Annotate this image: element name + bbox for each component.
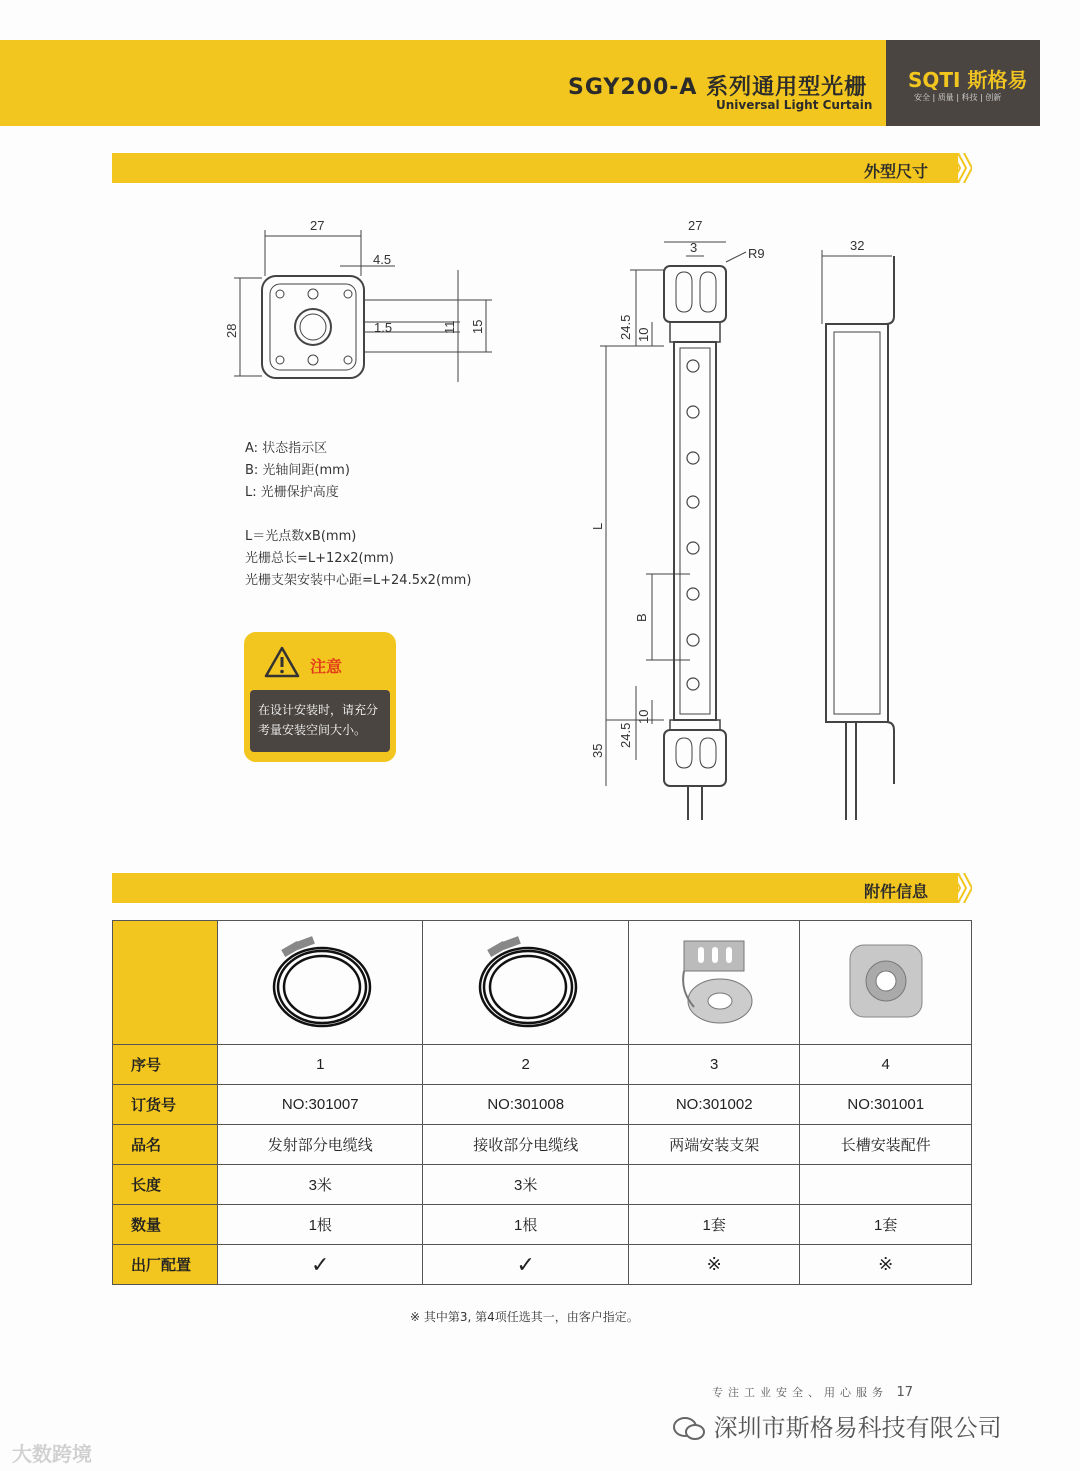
cable-image (423, 921, 628, 1045)
dim-top-height: 28 (224, 323, 239, 338)
warning-body (250, 690, 390, 752)
beam-dot (687, 360, 699, 372)
cell-config: ※ (800, 1245, 972, 1285)
logo-tagline: 安全 | 质量 | 科技 | 创新 (914, 93, 1002, 102)
footnote: ※ 其中第3, 第4项任选其一，由客户指定。 (410, 1310, 639, 1324)
cell-index: 4 (800, 1045, 972, 1085)
cell-length (628, 1165, 800, 1205)
dim-top-offset: 4.5 (373, 252, 392, 267)
cell-name: 接收部分电缆线 (423, 1125, 628, 1165)
page-subtitle: Universal Light Curtain (716, 98, 873, 112)
section-bar-accessories (112, 873, 958, 903)
note-formula-l: L＝光点数xB(mm) (245, 529, 357, 544)
table-row (113, 1085, 972, 1125)
cell-config: ✓ (423, 1245, 628, 1285)
dim-side-width: 32 (850, 238, 865, 253)
dimension-notes (245, 438, 471, 592)
bracket-icon (664, 931, 764, 1031)
dimension-drawing (0, 200, 1080, 840)
table-row (113, 1205, 972, 1245)
footer-slogan (712, 1384, 913, 1400)
brand-logo (886, 40, 1040, 126)
note-l: L: 光栅保护高度 (245, 485, 339, 500)
warning-text-2: 考量安装空间大小。 (258, 723, 367, 737)
cell-qty: 1套 (628, 1205, 800, 1245)
dim-front-35: 35 (590, 743, 605, 758)
cell-name: 发射部分电缆线 (218, 1125, 423, 1165)
dim-top-h15: 15 (470, 319, 485, 334)
page-title: SGY200-A 系列通用型光栅 (568, 75, 868, 100)
dim-front-10-top: 10 (636, 327, 651, 342)
cell-length (800, 1165, 972, 1205)
row-header-config: 出厂配置 (113, 1245, 218, 1285)
cell-order-no: NO:301002 (628, 1085, 800, 1125)
cell-order-no: NO:301008 (423, 1085, 628, 1125)
dim-front-245-bottom: 24.5 (618, 722, 633, 748)
slogan-text: 专注工业安全、用心服务 (712, 1386, 888, 1399)
cell-order-no: NO:301001 (800, 1085, 972, 1125)
note-formula-mount: 光栅支架安装中心距=L+24.5x2(mm) (245, 573, 472, 588)
page-number: 17 (896, 1385, 914, 1400)
cable-emitter-icon (260, 931, 380, 1031)
logo-brand: SQTI 斯格易 (908, 68, 1028, 92)
bracket-image (628, 921, 800, 1045)
stripes-icon (950, 153, 972, 183)
cell-config: ※ (628, 1245, 800, 1285)
company-name: 深圳市斯格易科技有限公司 (713, 1414, 1002, 1442)
dim-top-hole: 1.5 (374, 320, 393, 335)
row-header-name: 品名 (113, 1125, 218, 1165)
cell-length: 3米 (423, 1165, 628, 1205)
cell-index: 3 (628, 1045, 800, 1085)
header-banner (0, 40, 1040, 126)
dim-front-L: L (590, 522, 605, 530)
table-corner (113, 921, 218, 1045)
table-row (113, 1165, 972, 1205)
note-formula-total: 光栅总长=L+12x2(mm) (245, 551, 395, 566)
table-row (113, 1045, 972, 1085)
warning-title: 注意 (310, 657, 343, 676)
warning-text-1: 在设计安装时，请充分 (258, 703, 379, 717)
dim-top-width: 27 (310, 218, 325, 233)
cell-qty: 1根 (423, 1205, 628, 1245)
dim-front-slot: 3 (690, 240, 698, 255)
row-header-qty: 数量 (113, 1205, 218, 1245)
dim-front-width: 27 (688, 218, 703, 233)
note-b: B: 光轴间距(mm) (245, 463, 350, 478)
warning-box (244, 632, 396, 762)
dim-front-B: B (634, 613, 649, 622)
stripes-icon (950, 873, 972, 903)
cable-receiver-icon (466, 931, 586, 1031)
dim-front-radius: R9 (748, 246, 765, 261)
table-row (113, 1245, 972, 1285)
corner-watermark: 大数跨境 (12, 1442, 92, 1466)
wechat-icon (672, 1416, 706, 1442)
section-bar-dimensions (112, 153, 958, 183)
cell-name: 长槽安装配件 (800, 1125, 972, 1165)
dim-front-245-top: 24.5 (618, 314, 633, 340)
table-row-images (113, 921, 972, 1045)
row-header-order-no: 订货号 (113, 1085, 218, 1125)
row-header-index: 序号 (113, 1045, 218, 1085)
row-header-length: 长度 (113, 1165, 218, 1205)
cell-config: ✓ (218, 1245, 423, 1285)
dim-top-h11: 11 (442, 320, 457, 334)
table-row (113, 1125, 972, 1165)
accessories-table (112, 920, 972, 1285)
cell-order-no: NO:301007 (218, 1085, 423, 1125)
slot-fitting-image (800, 921, 972, 1045)
section-title-dimensions: 外型尺寸 (863, 162, 928, 181)
cell-qty: 1套 (800, 1205, 972, 1245)
cell-length: 3米 (218, 1165, 423, 1205)
cable-image (218, 921, 423, 1045)
cell-qty: 1根 (218, 1205, 423, 1245)
note-a: A: 状态指示区 (245, 441, 328, 456)
cell-index: 1 (218, 1045, 423, 1085)
dim-front-10-bottom: 10 (636, 709, 651, 724)
cell-index: 2 (423, 1045, 628, 1085)
slot-fitting-icon (836, 931, 936, 1031)
warning-icon (264, 646, 300, 678)
company-watermark (672, 1408, 1002, 1443)
section-title-accessories: 附件信息 (863, 882, 928, 901)
cell-name: 两端安装支架 (628, 1125, 800, 1165)
